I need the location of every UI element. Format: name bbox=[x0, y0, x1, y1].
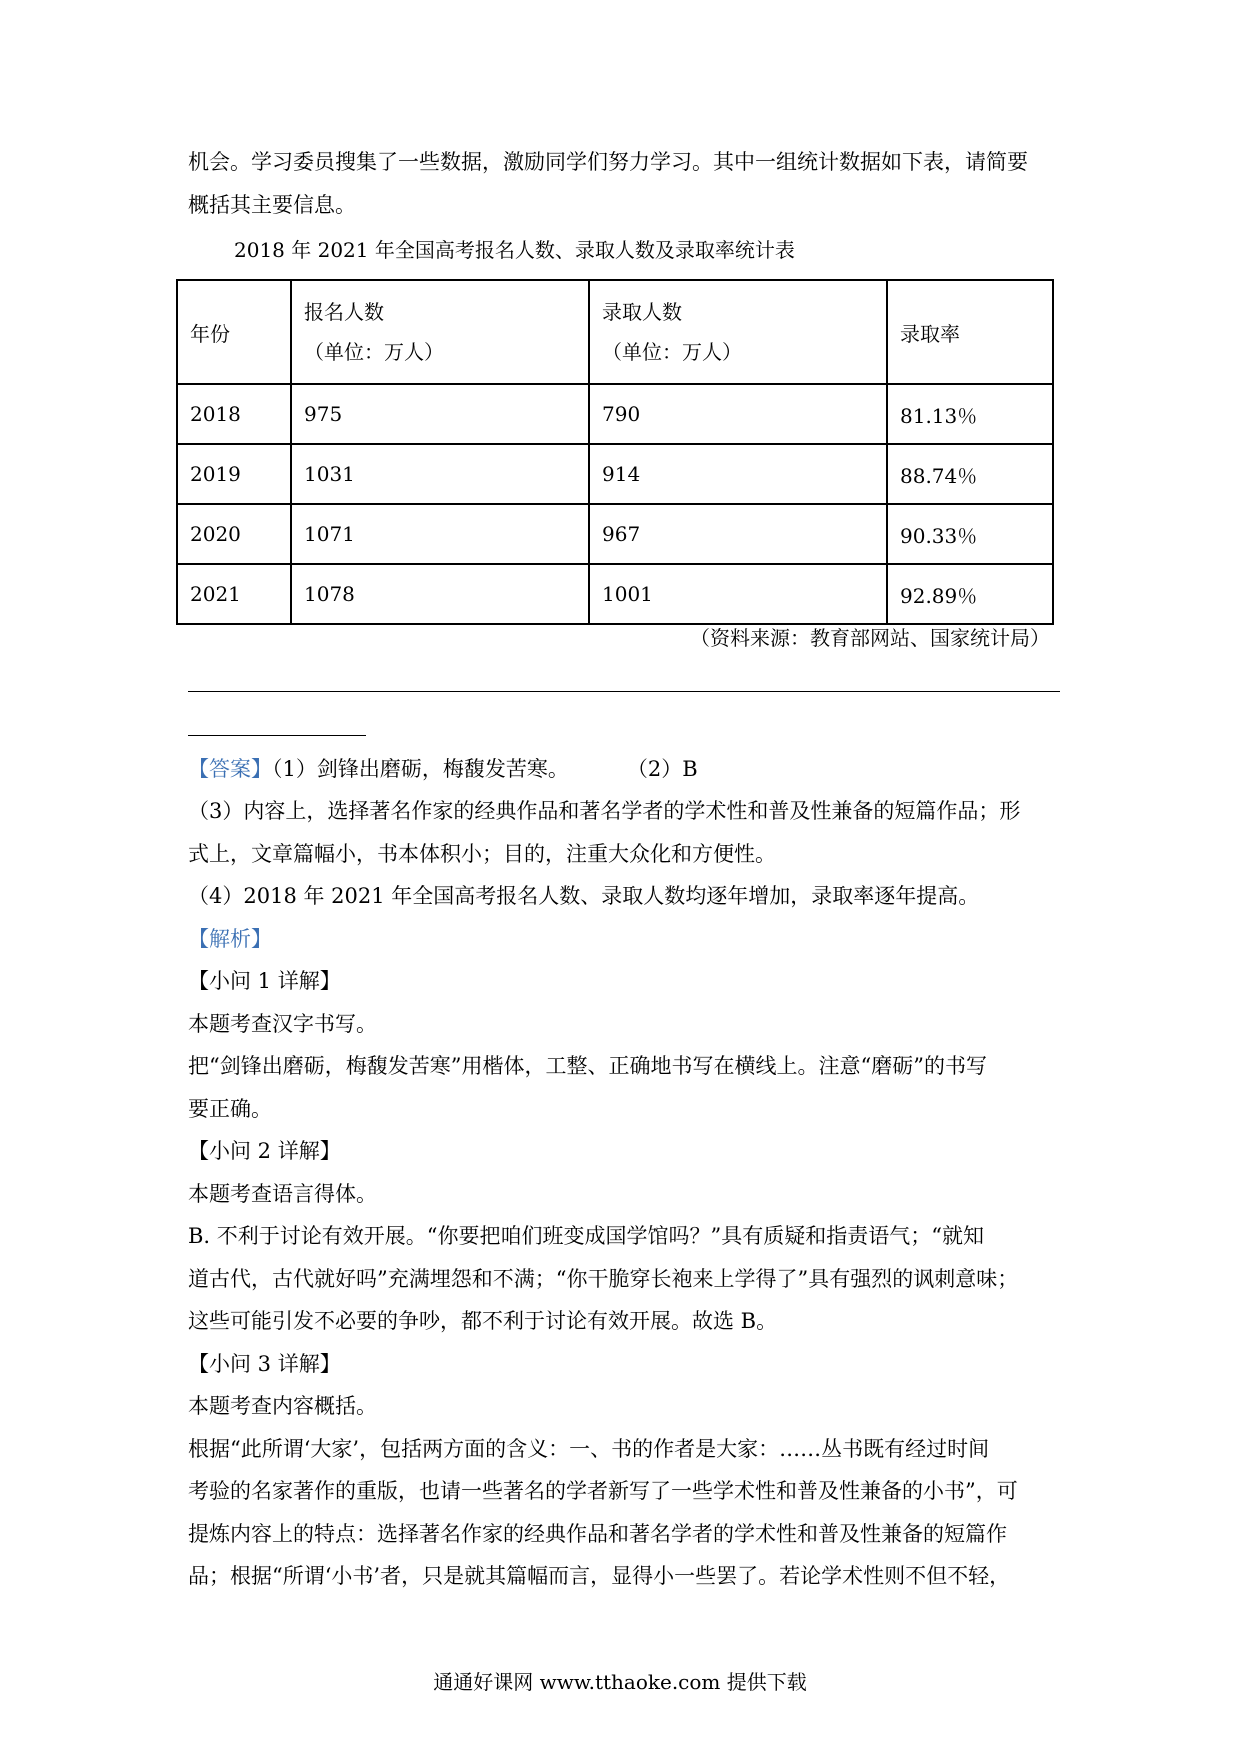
q1-title: 【小问 1 详解】 bbox=[188, 969, 341, 993]
answer-part-3-line-1: （3）内容上，选择著名作家的经典作品和著名学者的学术性和普及性兼备的短篇作品；形 bbox=[188, 799, 1021, 823]
answer-part-2: （2）B bbox=[626, 757, 698, 781]
cell-admitted: 914 bbox=[589, 444, 887, 504]
q3-line-2: 根据“此所谓‘大家’，包括两方面的含义：一、书的作者是大家：……丛书既有经过时间 bbox=[188, 1437, 990, 1461]
table-row bbox=[177, 444, 1053, 504]
answer-line bbox=[188, 755, 698, 783]
cell-admitted: 967 bbox=[589, 504, 887, 564]
table-row bbox=[177, 504, 1053, 564]
answer-part-1: （1）剑锋出磨砺，梅馥发苦寒。 bbox=[272, 757, 569, 781]
analysis-label: 【解析】 bbox=[188, 927, 272, 951]
cell-applicants: 975 bbox=[291, 384, 589, 444]
cell-year: 2021 bbox=[177, 564, 291, 624]
header-applicants bbox=[291, 280, 589, 384]
cell-year: 2019 bbox=[177, 444, 291, 504]
page-footer: 通通好课网 www.tthaoke.com 提供下载 bbox=[433, 1670, 807, 1694]
cell-admitted: 790 bbox=[589, 384, 887, 444]
admission-stats-table bbox=[176, 279, 1054, 625]
q3-line-4: 提炼内容上的特点：选择著名作家的经典作品和著名学者的学术性和普及性兼备的短篇作 bbox=[188, 1522, 1007, 1546]
header-admitted bbox=[589, 280, 887, 384]
q3-line-3: 考验的名家著作的重版，也请一些著名的学者新写了一些学术性和普及性兼备的小书”，可 bbox=[188, 1479, 1018, 1503]
table-row bbox=[177, 384, 1053, 444]
table-caption: 2018 年 2021 年全国高考报名人数、录取人数及录取率统计表 bbox=[234, 238, 795, 262]
q1-line-2: 把“剑锋出磨砺，梅馥发苦寒”用楷体，工整、正确地书写在横线上。注意“磨砺”的书写 bbox=[188, 1054, 987, 1078]
cell-admitted: 1001 bbox=[589, 564, 887, 624]
q3-line-1: 本题考查内容概括。 bbox=[188, 1394, 377, 1418]
header-applicants-unit: （单位：万人） bbox=[304, 340, 444, 364]
cell-applicants: 1031 bbox=[291, 444, 589, 504]
table-row bbox=[177, 564, 1053, 624]
header-rate: 录取率 bbox=[887, 280, 1053, 384]
answer-part-4: （4）2018 年 2021 年全国高考报名人数、录取人数均逐年增加，录取率逐年提高。 bbox=[188, 884, 980, 908]
header-year: 年份 bbox=[177, 280, 291, 384]
q3-line-5: 品；根据“所谓‘小书’者，只是就其篇幅而言，显得小一些罢了。若论学术性则不但不轻， bbox=[188, 1564, 1011, 1588]
q2-line-1: 本题考查语言得体。 bbox=[188, 1182, 377, 1206]
section-divider bbox=[188, 691, 1060, 692]
footnote-rule bbox=[188, 735, 366, 736]
intro-line-1: 机会。学习委员搜集了一些数据，激励同学们努力学习。其中一组统计数据如下表，请简要 bbox=[188, 150, 1028, 174]
table-header-row bbox=[177, 280, 1053, 384]
q1-line-1: 本题考查汉字书写。 bbox=[188, 1012, 377, 1036]
q2-title: 【小问 2 详解】 bbox=[188, 1139, 341, 1163]
header-applicants-label: 报名人数 bbox=[304, 300, 384, 324]
q2-line-4: 这些可能引发不必要的争吵，都不利于讨论有效开展。故选 B。 bbox=[188, 1309, 778, 1333]
cell-year: 2018 bbox=[177, 384, 291, 444]
header-admitted-label: 录取人数 bbox=[602, 300, 682, 324]
answer-part-3-line-2: 式上，文章篇幅小，书本体积小；目的，注重大众化和方便性。 bbox=[188, 842, 776, 866]
cell-rate: 88.74％ bbox=[887, 444, 1053, 504]
q2-line-3: 道古代，古代就好吗”充满埋怨和不满；“你干脆穿长袍来上学得了”具有强烈的讽刺意味； bbox=[188, 1267, 1019, 1291]
q2-line-2: B. 不利于讨论有效开展。“你要把咱们班变成国学馆吗？”具有质疑和指责语气；“就知 bbox=[188, 1224, 984, 1248]
q1-line-3: 要正确。 bbox=[188, 1097, 272, 1121]
answer-label: 【答案】 bbox=[188, 757, 272, 781]
header-admitted-unit: （单位：万人） bbox=[602, 340, 742, 364]
cell-year: 2020 bbox=[177, 504, 291, 564]
cell-rate: 90.33％ bbox=[887, 504, 1053, 564]
cell-rate: 81.13％ bbox=[887, 384, 1053, 444]
cell-applicants: 1071 bbox=[291, 504, 589, 564]
cell-applicants: 1078 bbox=[291, 564, 589, 624]
intro-line-2: 概括其主要信息。 bbox=[188, 193, 356, 217]
table-source: （资料来源：教育部网站、国家统计局） bbox=[690, 626, 1050, 650]
q3-title: 【小问 3 详解】 bbox=[188, 1352, 341, 1376]
cell-rate: 92.89％ bbox=[887, 564, 1053, 624]
